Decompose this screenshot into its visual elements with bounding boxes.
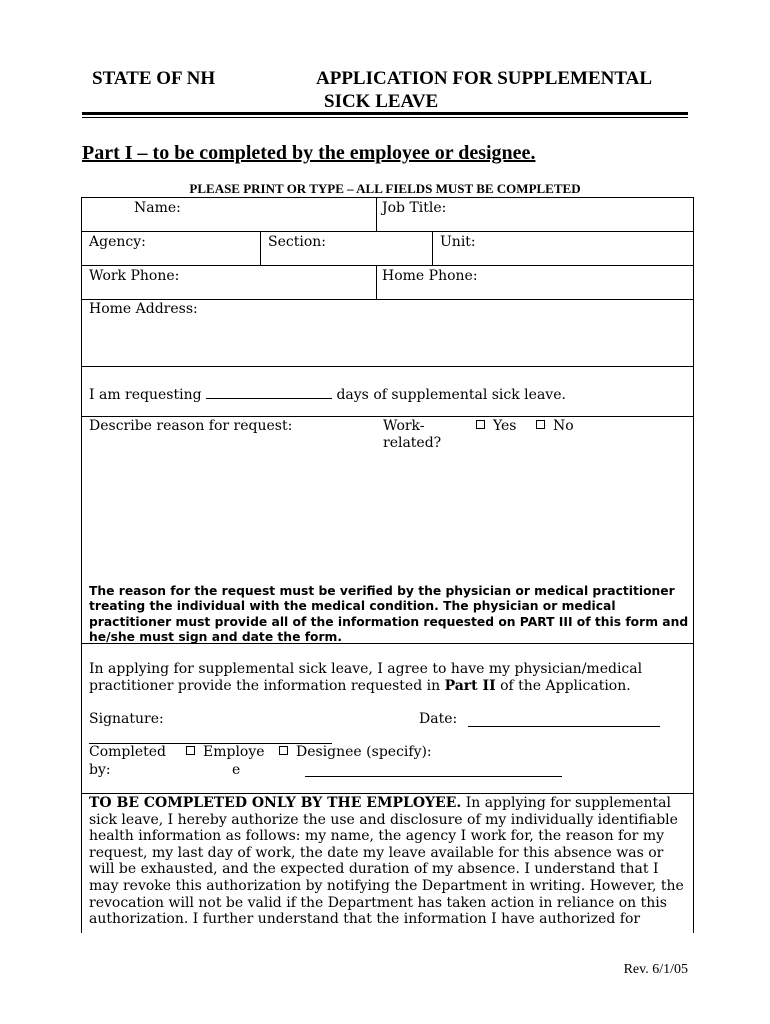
days-requested-line — [89, 384, 566, 404]
form-title-line1: APPLICATION FOR SUPPLEMENTAL — [316, 68, 653, 89]
header-rule-thin — [82, 117, 688, 118]
no-label: No — [553, 418, 574, 434]
job-title-field[interactable]: Job Title: — [382, 200, 447, 216]
name-field[interactable]: Name: — [134, 200, 181, 216]
instruction-text: PLEASE PRINT OR TYPE – ALL FIELDS MUST BE COMPLETED — [189, 181, 581, 196]
yes-checkbox[interactable] — [476, 420, 485, 429]
agency-field[interactable]: Agency: — [89, 234, 146, 250]
date-label: Date: — [419, 711, 458, 727]
employee-label-2: e — [232, 762, 241, 778]
completed-by-employee-option[interactable] — [186, 744, 265, 761]
yes-label: Yes — [493, 418, 517, 434]
form-title-line2: SICK LEAVE — [324, 91, 439, 112]
designee-checkbox[interactable] — [279, 746, 288, 755]
home-address-field[interactable]: Home Address: — [89, 301, 198, 317]
days-requested-prefix: I am requesting — [89, 387, 202, 403]
home-phone-field[interactable]: Home Phone: — [382, 268, 478, 284]
no-checkbox[interactable] — [536, 420, 545, 429]
designee-line[interactable] — [305, 776, 562, 777]
work-related-no-option[interactable] — [536, 418, 574, 435]
completed-by-label-2: by: — [89, 762, 111, 778]
completed-by-label-1: Completed — [89, 744, 167, 760]
date-line[interactable] — [468, 726, 660, 727]
revision-date: Rev. 6/1/05 — [623, 962, 688, 977]
signature-label: Signature: — [89, 711, 164, 727]
verification-note: The reason for the request must be verified by the physician or medical practitioner treating the individual with the medical condition. The physician or medical practitioner must provide all of the information requested on PART III of this form and he/she must sign and date the form. — [89, 584, 689, 645]
work-related-label-1: Work- — [383, 418, 425, 434]
state-label: STATE OF NH — [92, 68, 216, 89]
employee-label-1: Employe — [203, 744, 265, 760]
part-heading: Part I – to be completed by the employee or designee. — [82, 142, 536, 164]
days-requested-input[interactable] — [206, 384, 332, 399]
section-field[interactable]: Section: — [268, 234, 326, 250]
header-rule-thick — [82, 112, 688, 115]
designee-label: Designee (specify): — [296, 744, 432, 760]
completed-by-designee-option[interactable] — [279, 744, 432, 761]
days-requested-suffix: days of supplemental sick leave. — [336, 387, 566, 403]
employee-checkbox[interactable] — [186, 746, 195, 755]
work-related-label-2: related? — [383, 435, 442, 451]
unit-field[interactable]: Unit: — [440, 234, 476, 250]
work-related-yes-option[interactable] — [476, 418, 517, 435]
form-table — [81, 197, 694, 933]
reason-label: Describe reason for request: — [89, 418, 293, 434]
authorization-text: TO BE COMPLETED ONLY BY THE EMPLOYEE. In applying for supplemental sick leave, I hereby authorize the use and disclosure of my individually identifiable health information as follows: my name, the agency I work for, the reason for my request, my last day of work, the date my leave available for this absence was or will be exhausted, and the expected duration of my absence. I understand that I may revoke this authorization by notifying the Department in writing. However, the revocation will not be valid if the Department has taken action in reliance on this authorization. I further understand that the information I have authorized for — [89, 795, 684, 928]
agreement-text: In applying for supplemental sick leave, I agree to have my physician/medical practitioner provide the information requested in Part II of the Application. — [89, 661, 643, 694]
work-phone-field[interactable]: Work Phone: — [89, 268, 180, 284]
